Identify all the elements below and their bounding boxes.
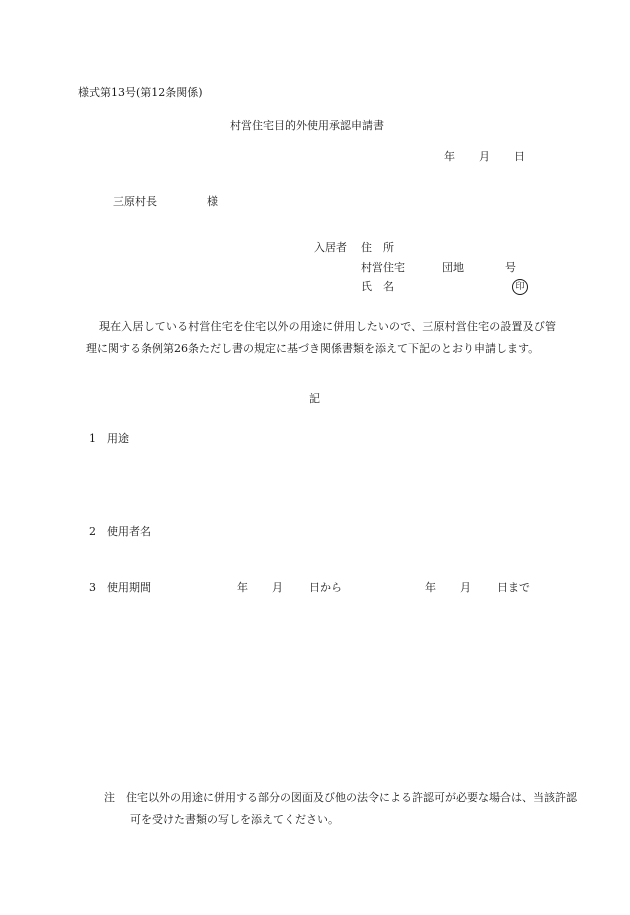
item-3-label: 使用期間 — [107, 581, 151, 594]
period-to-month: 月 — [460, 581, 471, 594]
period-from-year: 年 — [237, 581, 248, 594]
period-to-year: 年 — [425, 581, 436, 594]
applicant-danchi-label: 団地 — [442, 261, 464, 274]
period-to-day: 日まで — [497, 581, 530, 594]
addressee-honorific: 様 — [207, 195, 218, 208]
body-paragraph: 現在入居している村営住宅を住宅以外の用途に併用したいので、三原村営住宅の設置及び管理に関する条例第26条ただし書の規定に基づき関係書類を添えて下記のとおり申請します。 — [86, 320, 556, 355]
date-year: 年 — [444, 150, 455, 163]
date-month: 月 — [479, 150, 490, 163]
applicant-name-label: 氏 名 — [361, 280, 394, 293]
period-from-month: 月 — [272, 581, 283, 594]
item-3-number: 3 — [89, 581, 96, 594]
item-1-number: 1 — [89, 432, 96, 445]
item-1-label: 用途 — [107, 432, 129, 445]
ki-heading: 記 — [309, 392, 320, 405]
item-2-number: 2 — [89, 525, 96, 538]
item-2-label: 使用者名 — [107, 525, 151, 538]
form-number: 様式第13号(第12条関係) — [78, 86, 203, 99]
applicant-housing-label: 村営住宅 — [361, 261, 405, 274]
applicant-number-label: 号 — [505, 261, 516, 274]
document-title: 村営住宅目的外使用承認申請書 — [230, 119, 384, 132]
addressee-name: 三原村長 — [113, 195, 157, 208]
seal-mark: 印 — [512, 279, 528, 295]
period-from-day: 日から — [309, 581, 342, 594]
applicant-role: 入居者 — [314, 241, 347, 254]
date-day: 日 — [514, 150, 525, 163]
applicant-address-label: 住 所 — [361, 241, 394, 254]
footnote: 注 住宅以外の用途に併用する部分の図面及び他の法令による許認可が必要な場合は、当該許認可を受けた書類の写しを添えてください。 — [104, 791, 577, 826]
